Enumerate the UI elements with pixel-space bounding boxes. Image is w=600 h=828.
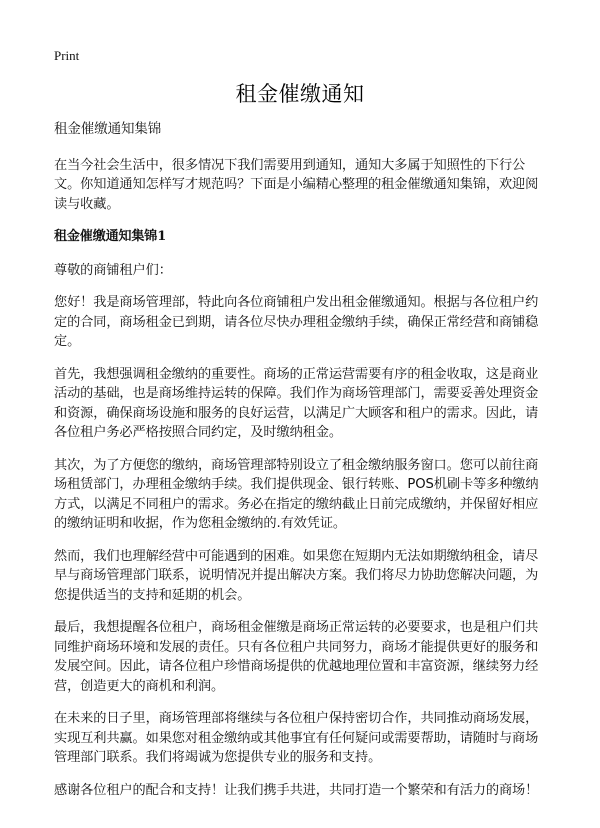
print-link[interactable]: Print bbox=[54, 48, 80, 63]
document-subtitle: 租金催缴通知集锦 bbox=[54, 121, 162, 137]
body-paragraph-7: 感谢各位租户的配合和支持！让我们携手共进，共同打造一个繁荣和有活力的商场！ bbox=[54, 782, 539, 798]
body-paragraph-5: 最后，我想提醒各位租户，商场租金催缴是商场正常运转的必要要求，也是租户们共同维护商场环境和发展的责任。只有各位租户共同努力，商场才能提供更好的服务和发展空间。因此，请各位租户珍惜商场提供的优越地理位置和丰富资源，继续努力经营，创造更大的商机和利润。 bbox=[54, 620, 539, 694]
salutation: 尊敬的商铺租户们： bbox=[54, 262, 172, 278]
body-paragraph-6: 在未来的日子里，商场管理部将继续与各位租户保持密切合作，共同推动商场发展，实现互利共赢。如果您对租金缴纳或其他事宜有任何疑问或需要帮助，请随时与商场管理部门联系。我们将竭诚为您提供专业的服务和支持。 bbox=[54, 711, 539, 765]
document-body bbox=[54, 120, 548, 813]
body-paragraph-2: 首先，我想强调租金缴纳的重要性。商场的正常运营需要有序的租金收取，这是商业活动的基础，也是商场维持运转的保障。我们作为商场管理部门，需要妥善处理资金和资源，确保商场设施和服务的良好运营，以满足广大顾客和租户的需求。因此，请各位租户务必严格按照合同约定，及时缴纳租金。 bbox=[54, 366, 539, 440]
body-paragraph-3: 其次，为了方便您的缴纳，商场管理部特别设立了租金缴纳服务窗口。您可以前往商场租赁部门，办理租金缴纳手续。我们提供现金、银行转账、POS机刷卡等多种缴纳方式，以满足不同租户的需求。务必在指定的缴纳截止日前完成缴纳，并保留好相应的缴纳证明和收据，作为您租金缴纳的.有效凭证。 bbox=[54, 457, 539, 531]
intro-paragraph: 在当今社会生活中，很多情况下我们需要用到通知，通知大多属于知照性的下行公文。你知道通知怎样写才规范吗？下面是小编精心整理的租金催缴通知集锦，欢迎阅读与收藏。 bbox=[54, 157, 539, 212]
page-title: 租金催缴通知 bbox=[235, 82, 365, 106]
body-paragraph-1: 您好！我是商场管理部，特此向各位商铺租户发出租金催缴通知。根据与各位租户约定的合同，商场租金已到期，请各位尽快办理租金缴纳手续，确保正常经营和商铺稳定。 bbox=[54, 295, 539, 349]
body-paragraph-4: 然而，我们也理解经营中可能遇到的困难。如果您在短期内无法如期缴纳租金，请尽早与商场管理部门联系，说明情况并提出解决方案。我们将尽力协助您解决问题，为您提供适当的支持和延期的机会。 bbox=[54, 548, 539, 603]
section-heading: 租金催缴通知集锦1 bbox=[54, 229, 167, 244]
